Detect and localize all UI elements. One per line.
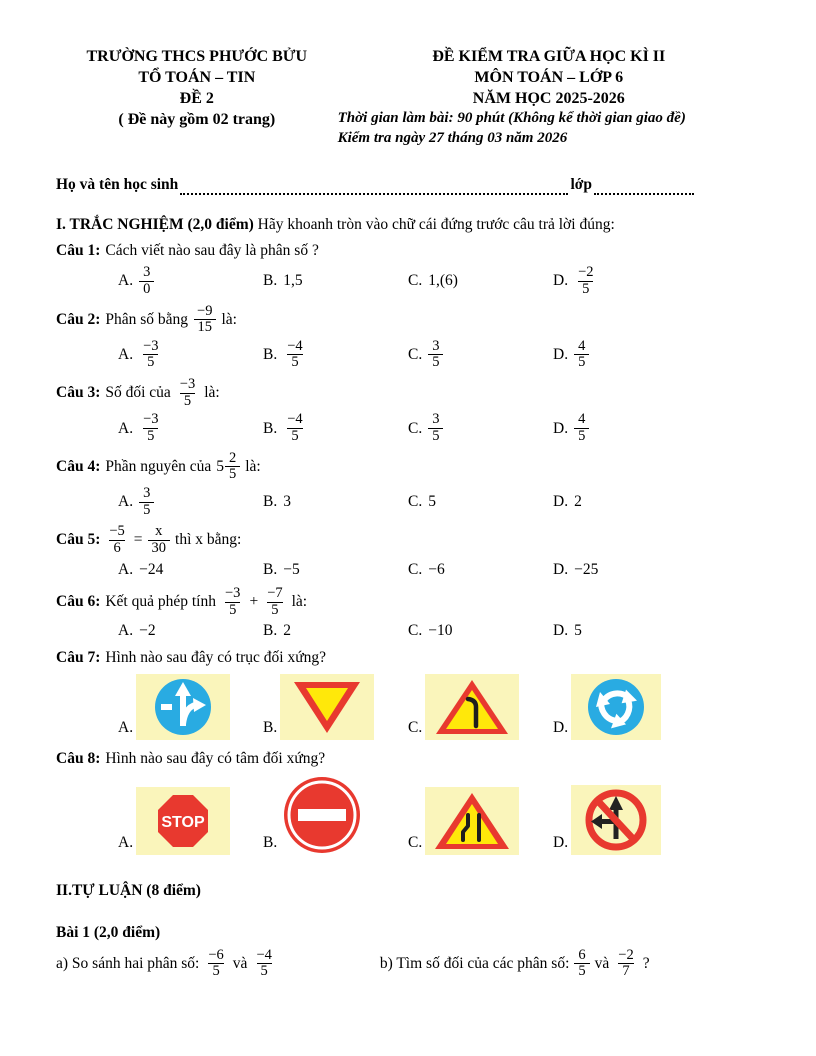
- fraction-denominator: 5: [225, 602, 240, 619]
- part-a-text: a) So sánh hai phân số:: [56, 954, 200, 972]
- plus-sign: +: [249, 592, 259, 610]
- question-6-text-post: là:: [291, 592, 308, 610]
- option-letter: D.: [553, 345, 569, 363]
- fraction-denominator: 5: [287, 354, 302, 371]
- road-narrows-warning-sign-icon: [425, 787, 519, 855]
- option-letter: C.: [408, 719, 423, 737]
- question-5-stem: [56, 524, 760, 556]
- figure-option-c: [408, 787, 553, 855]
- yield-sign-icon: [280, 674, 374, 740]
- exam-duration: Thời gian làm bài: 90 phút (Không kể thời gian giao đề): [337, 110, 686, 127]
- fraction: [574, 948, 589, 980]
- option-letter: D.: [553, 419, 569, 437]
- option-b: [263, 621, 408, 641]
- fraction: [263, 586, 286, 618]
- student-info-row: [56, 175, 696, 195]
- option-letter: B.: [263, 834, 278, 852]
- option-letter: C.: [408, 419, 423, 437]
- option-letter: C.: [408, 493, 423, 511]
- question-2-text-post: là:: [221, 310, 237, 328]
- fraction: [221, 586, 244, 618]
- fraction: [148, 524, 171, 556]
- fraction-numerator: x: [155, 523, 163, 540]
- option-d: [553, 621, 698, 641]
- fraction: [574, 412, 589, 444]
- question-5-text-post: thì x bằng:: [175, 531, 242, 549]
- exam-header: [56, 46, 760, 149]
- fraction-denominator: 5: [143, 354, 158, 371]
- question-6-text: Kết quả phép tính: [105, 592, 216, 610]
- fraction: [176, 377, 199, 409]
- option-letter: B.: [263, 345, 278, 363]
- option-value: −25: [574, 560, 599, 578]
- fraction-denominator: 30: [148, 540, 171, 557]
- option-letter: D.: [553, 622, 569, 640]
- question-1-label: Câu 1:: [56, 242, 101, 260]
- fraction-numerator: 3: [432, 337, 440, 354]
- figure-option-d: [553, 785, 698, 855]
- fraction-numerator: −3: [225, 584, 241, 601]
- option-letter: C.: [408, 345, 423, 363]
- question-4-label: Câu 4:: [56, 457, 101, 475]
- option-d: [553, 412, 698, 444]
- option-letter: C.: [408, 622, 423, 640]
- fraction-numerator: −2: [578, 264, 594, 281]
- exercise-1-part-a: [56, 948, 380, 980]
- question-5-options: [118, 560, 760, 580]
- question-2-stem: [56, 304, 760, 336]
- question-6-label: Câu 6:: [56, 592, 101, 610]
- option-value: 5: [574, 622, 582, 640]
- option-value: 2: [574, 493, 582, 511]
- option-value: 3: [283, 493, 291, 511]
- part-a-and: và: [232, 954, 248, 972]
- question-1-text: Cách viết nào sau đây là phân số ?: [105, 242, 319, 260]
- option-letter: B.: [263, 560, 278, 578]
- fraction-denominator: 5: [225, 466, 240, 483]
- fraction-denominator: 5: [267, 602, 282, 619]
- fraction-numerator: 4: [578, 411, 586, 428]
- option-a: [118, 621, 263, 641]
- fraction: [139, 265, 154, 297]
- fraction-denominator: 5: [287, 428, 302, 445]
- question-8-text: Hình nào sau đây có tâm đối xứng?: [105, 750, 326, 768]
- exam-code: ĐỀ 2: [179, 90, 214, 108]
- option-letter: A.: [118, 345, 134, 363]
- option-letter: A.: [118, 719, 134, 737]
- student-class-blank: [594, 177, 694, 195]
- fraction: [574, 339, 589, 371]
- fraction: [574, 265, 597, 297]
- option-letter: B.: [263, 272, 278, 290]
- option-letter: D.: [553, 719, 569, 737]
- fraction-numerator: −6: [208, 946, 224, 963]
- option-letter: A.: [118, 493, 134, 511]
- question-4-text-post: là:: [245, 457, 261, 475]
- fraction-denominator: 5: [180, 393, 195, 410]
- option-c: [408, 339, 553, 371]
- question-1-stem: [56, 240, 760, 262]
- question-3-options: [118, 412, 760, 444]
- question-4-options: [118, 486, 760, 518]
- option-a: [118, 486, 263, 518]
- fraction: [139, 486, 154, 518]
- question-3-label: Câu 3:: [56, 384, 101, 402]
- option-value: −5: [283, 560, 300, 578]
- part-b-question-mark: ?: [642, 954, 650, 972]
- fraction: [139, 339, 162, 371]
- option-c: [408, 271, 553, 291]
- fraction-denominator: 5: [428, 354, 443, 371]
- stop-sign-text: STOP: [161, 814, 205, 832]
- exercise-1-parts: [56, 948, 760, 980]
- question-8-figures: [118, 775, 760, 855]
- option-c: [408, 412, 553, 444]
- section-1-heading: I. TRẮC NGHIỆM (2,0 điểm): [56, 216, 254, 234]
- school-name: TRƯỜNG THCS PHƯỚC BỬU: [86, 48, 308, 65]
- fraction-denominator: 15: [194, 319, 217, 336]
- option-value: 1,5: [283, 272, 303, 290]
- option-c: [408, 560, 553, 580]
- pages-note: ( Đề này gồm 02 trang): [118, 111, 276, 129]
- option-letter: A.: [118, 560, 134, 578]
- no-entry-sign-icon: [280, 775, 364, 855]
- department-name: TỔ TOÁN – TIN: [138, 69, 256, 87]
- fraction-denominator: 0: [139, 281, 154, 298]
- exam-date: Kiểm tra ngày 27 tháng 03 năm 2026: [337, 130, 568, 147]
- fraction-numerator: 3: [432, 411, 440, 428]
- left-curve-warning-sign-icon: [425, 674, 519, 740]
- exercise-1-part-b: [380, 948, 760, 980]
- fraction: [204, 948, 227, 980]
- fraction-denominator: 6: [109, 540, 124, 557]
- option-b: [263, 271, 408, 291]
- option-c: [408, 621, 553, 641]
- question-3-text: Số đối của: [105, 384, 171, 402]
- figure-option-c: [408, 674, 553, 740]
- fraction-denominator: 5: [139, 502, 154, 519]
- option-value: −24: [139, 560, 164, 578]
- fraction: [428, 412, 443, 444]
- option-letter: D.: [553, 493, 569, 511]
- option-b: [263, 339, 408, 371]
- section-1-heading-row: [56, 215, 760, 235]
- exam-subject: MÔN TOÁN – LỚP 6: [474, 69, 624, 87]
- option-value: −2: [139, 622, 156, 640]
- fraction-numerator: −3: [143, 411, 159, 428]
- fraction-denominator: 5: [574, 354, 589, 371]
- option-value: −10: [428, 622, 453, 640]
- option-d: [553, 492, 698, 512]
- fraction: [139, 412, 162, 444]
- fraction: [105, 524, 128, 556]
- option-letter: A.: [118, 419, 134, 437]
- fraction-numerator: −2: [618, 946, 634, 963]
- mixed-number-whole: 5: [216, 457, 224, 475]
- question-2-options: [118, 339, 760, 371]
- section-2-heading: II.TỰ LUẬN (8 điểm): [56, 882, 201, 900]
- figure-option-a: [118, 787, 263, 855]
- question-6-stem: [56, 586, 760, 618]
- exercise-1-heading: Bài 1 (2,0 điểm): [56, 924, 161, 942]
- header-exam-block: [338, 46, 760, 149]
- option-b: [263, 412, 408, 444]
- question-7-figures: [118, 674, 760, 740]
- fraction-denominator: 5: [208, 963, 223, 980]
- equals-sign: =: [133, 531, 143, 549]
- option-letter: B.: [263, 493, 278, 511]
- fraction: [252, 948, 275, 980]
- fraction-numerator: 3: [143, 264, 151, 281]
- option-letter: B.: [263, 622, 278, 640]
- fraction-numerator: −9: [197, 302, 213, 319]
- question-2-text: Phân số bằng: [105, 310, 189, 328]
- option-value: 5: [428, 493, 436, 511]
- fraction-numerator: 4: [578, 337, 586, 354]
- question-3-text-post: là:: [204, 384, 220, 402]
- fraction-denominator: 7: [618, 963, 633, 980]
- option-d: [553, 339, 698, 371]
- fraction-denominator: 5: [143, 428, 158, 445]
- mixed-number: [216, 451, 240, 483]
- option-d: [553, 265, 698, 297]
- student-class-label: lớp: [570, 175, 592, 193]
- school-year: NĂM HỌC 2025-2026: [472, 90, 625, 108]
- fraction-denominator: 5: [574, 963, 589, 980]
- question-7-stem: [56, 647, 760, 669]
- option-b: [263, 560, 408, 580]
- fraction-numerator: −4: [256, 946, 272, 963]
- option-d: [553, 560, 698, 580]
- question-7-text: Hình nào sau đây có trục đối xứng?: [105, 649, 326, 667]
- fraction: [614, 948, 637, 980]
- exam-title: ĐỀ KIỂM TRA GIỮA HỌC KÌ II: [432, 48, 666, 65]
- fraction-denominator: 5: [578, 281, 593, 298]
- no-left-turn-sign-icon: [571, 785, 661, 855]
- fraction-numerator: −5: [109, 523, 125, 540]
- stop-sign-icon: [136, 787, 230, 855]
- option-letter: A.: [118, 834, 134, 852]
- fraction-numerator: 6: [578, 946, 586, 963]
- part-b-and: và: [594, 954, 610, 972]
- option-c: [408, 492, 553, 512]
- option-letter: B.: [263, 419, 278, 437]
- fraction: [283, 339, 306, 371]
- option-letter: D.: [553, 834, 569, 852]
- question-7-label: Câu 7:: [56, 649, 101, 667]
- fraction-denominator: 5: [574, 428, 589, 445]
- go-straight-or-turn-right-sign-icon: [136, 674, 230, 740]
- option-letter: D.: [553, 560, 569, 578]
- option-letter: C.: [408, 834, 423, 852]
- figure-option-b: [263, 674, 408, 740]
- fraction-numerator: −3: [143, 337, 159, 354]
- header-school-block: [56, 46, 338, 149]
- question-1-options: [118, 265, 760, 297]
- option-a: [118, 339, 263, 371]
- fraction-numerator: 2: [229, 449, 237, 466]
- section-1-instruction: Hãy khoanh tròn vào chữ cái đứng trước câu trả lời đúng:: [257, 216, 615, 234]
- part-b-text: b) Tìm số đối của các phân số:: [379, 954, 570, 972]
- fraction-denominator: 5: [428, 428, 443, 445]
- fraction: [225, 451, 240, 483]
- option-b: [263, 492, 408, 512]
- figure-option-a: [118, 674, 263, 740]
- question-3-stem: [56, 377, 760, 409]
- fraction-numerator: −4: [287, 337, 303, 354]
- option-a: [118, 412, 263, 444]
- student-name-label: Họ và tên học sinh: [56, 175, 179, 193]
- question-8-stem: [56, 748, 760, 770]
- option-letter: C.: [408, 560, 423, 578]
- roundabout-sign-icon: [571, 674, 661, 740]
- option-letter: B.: [263, 719, 278, 737]
- question-6-options: [118, 621, 760, 641]
- question-2-label: Câu 2:: [56, 310, 101, 328]
- fraction: [283, 412, 306, 444]
- option-value: −6: [428, 560, 445, 578]
- fraction-denominator: 5: [257, 963, 272, 980]
- question-8-label: Câu 8:: [56, 750, 101, 768]
- fraction: [428, 339, 443, 371]
- fraction: [193, 304, 216, 336]
- fraction-numerator: −4: [287, 411, 303, 428]
- option-value: 2: [283, 622, 291, 640]
- option-a: [118, 265, 263, 297]
- fraction-numerator: −3: [179, 376, 196, 393]
- figure-option-b: [263, 775, 408, 855]
- option-letter: C.: [408, 272, 423, 290]
- question-4-text: Phần nguyên của: [105, 457, 212, 475]
- option-letter: A.: [118, 272, 134, 290]
- question-4-stem: [56, 451, 760, 483]
- question-5-label: Câu 5:: [56, 531, 101, 549]
- fraction-numerator: 3: [143, 485, 151, 502]
- option-value: 1,(6): [428, 272, 458, 290]
- option-a: [118, 560, 263, 580]
- option-letter: D.: [553, 272, 569, 290]
- student-name-blank: [180, 177, 568, 195]
- option-letter: A.: [118, 622, 134, 640]
- figure-option-d: [553, 674, 698, 740]
- fraction-numerator: −7: [267, 584, 283, 601]
